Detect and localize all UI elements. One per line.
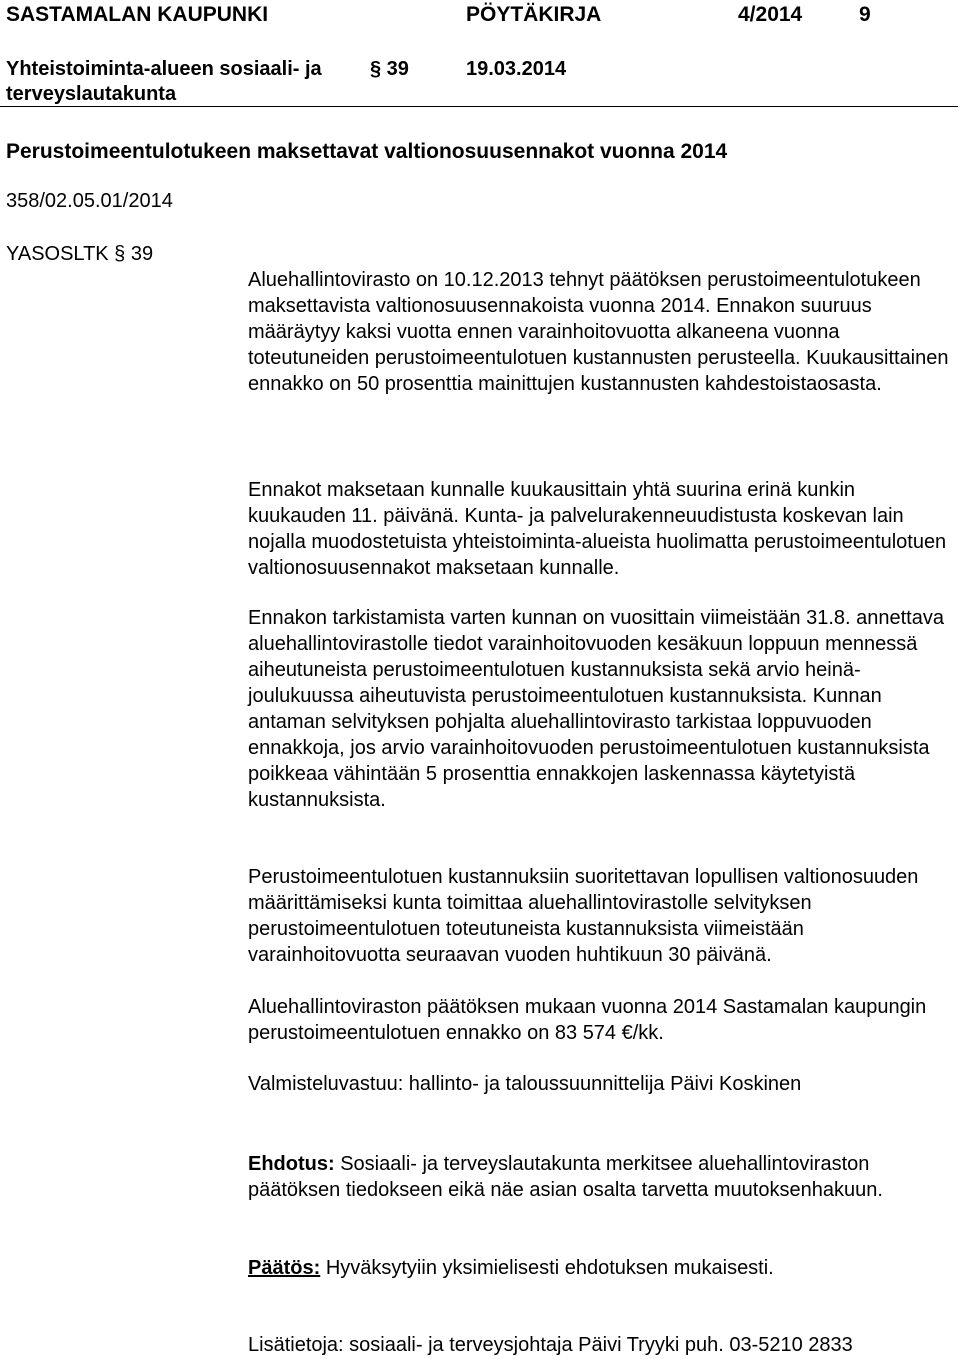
decision-text: Hyväksytyiin yksimielisesti ehdotuksen mukaisesti.	[325, 1257, 774, 1279]
proposal-text: Sosiaali- ja terveyslautakunta merkitsee aluehallintoviraston päätöksen tiedokseen eikä näe asian osalta tarvetta muutoksenhakuun.	[248, 1153, 883, 1201]
paragraph-text: Aluehallintoviraston päätöksen mukaan vuonna 2014 Sastamalan kaupungin perustoimeentulotuen ennakko on 83 574 €/kk.	[248, 996, 927, 1044]
decision-label: Päätös:	[248, 1257, 321, 1279]
section-number: § 39	[370, 58, 409, 80]
paragraph-payments	[248, 477, 953, 581]
meeting-date: 19.03.2014	[466, 58, 567, 80]
decision-block	[248, 1255, 953, 1281]
paragraph-text: Perustoimeentulotuen kustannuksiin suoritettavan lopullisen valtionosuuden määrittämiseksi kunta toimittaa aluehallintovirastolle selvityksen perustoimeentulotuen toteutuneista kustannuksista viimeistään varainhoitovuotta seuraavan vuoden huhtikuun 30 päivänä.	[248, 866, 919, 966]
issue-number: 4/2014	[738, 3, 803, 26]
page-number: 9	[859, 3, 871, 26]
contact-text: Lisätietoja: sosiaali- ja terveysjohtaja Päivi Tryyki puh. 03-5210 2833	[248, 1334, 853, 1356]
paragraph-text: Aluehallintovirasto on 10.12.2013 tehnyt päätöksen perustoimeentulotukeen maksettavista valtionosuusennakoista vuonna 2014. Ennakon suuruus määräytyy kaksi vuotta ennen varainhoitovuotta alkaneena vuonna toteutuneiden perustoimeentulotuen kustannusten perusteella. Kuukausittainen ennakko on 50 prosenttia mainittujen kustannusten kahdestoistaosasta.	[248, 269, 949, 395]
paragraph-text: Ennakon tarkistamista varten kunnan on vuosittain viimeistään 31.8. annettava aluehallintovirastolle tiedot varainhoitovuoden kesäkuun loppuun mennessä aiheutuneista perustoimeentulotuen kustannuksista sekä arvio heinä-joulukuussa aiheutuvista perustoimeentulotuen kustannuksista. Kunnan antaman selvityksen pohjalta aluehallintovirasto tarkistaa loppuvuoden ennakkoja, jos arvio varainhoitovuoden perustoimeentulotuen kustannuksista poikkeaa vähintään 5 prosenttia ennakkojen laskennassa käytetyistä kustannuksista.	[248, 607, 944, 811]
paragraph-decision-background	[248, 267, 953, 397]
paragraph-review	[248, 605, 953, 813]
page-title: Perustoimeentulotukeen maksettavat valtionosuusennakot vuonna 2014	[6, 140, 728, 163]
reference-number: 358/02.05.01/2014	[6, 190, 173, 212]
organization-name: SASTAMALAN KAUPUNKI	[6, 3, 269, 26]
preparer-line	[248, 1071, 953, 1097]
paragraph-advance-amount	[248, 994, 953, 1046]
committee-name-line2: terveyslautakunta	[6, 83, 177, 105]
paragraph-text: Valmisteluvastuu: hallinto- ja taloussuunnittelija Päivi Koskinen	[248, 1073, 802, 1095]
paragraph-text: Ennakot maksetaan kunnalle kuukausittain yhtä suurina erinä kunkin kuukauden 11. päivänä. Kunta- ja palvelurakenneuudistusta koskevan lain nojalla muodostetuista yhteistoiminta-alueista huolimatta perustoimeentulotuen valtionosuusennakot maksetaan kunnalle.	[248, 479, 947, 579]
committee-name-line1: Yhteistoiminta-alueen sosiaali- ja	[6, 58, 322, 80]
header-divider	[0, 106, 958, 107]
agenda-reference: YASOSLTK § 39	[6, 243, 154, 265]
document-type: PÖYTÄKIRJA	[466, 3, 602, 26]
proposal-block	[248, 1151, 953, 1203]
proposal-label: Ehdotus:	[248, 1153, 335, 1175]
paragraph-final-report	[248, 864, 953, 968]
contact-line	[248, 1332, 953, 1358]
